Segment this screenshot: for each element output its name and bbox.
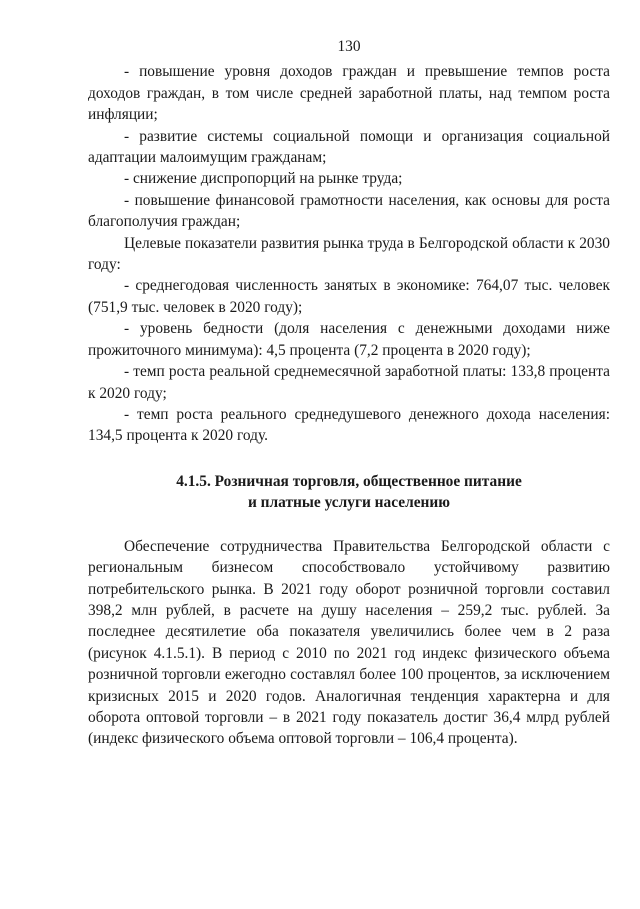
- list-item-social-assistance: - развитие системы социальной помощи и организация социальной адаптации малоимущим гражданам;: [88, 127, 610, 167]
- page-number: 130: [337, 38, 361, 55]
- target-poverty-level: - уровень бедности (доля населения с денежными доходами ниже прожиточного минимума): 4,5 процента (7,2 процента в 2020 году);: [88, 320, 610, 359]
- section-heading-line-1: 4.1.5. Розничная торговля, общественное питание: [176, 472, 522, 490]
- section-body-paragraph: Обеспечение сотрудничества Правительства Белгородской области с региональным бизнесом способствовало устойчивому развитию потребительского рынка. В 2021 году оборот розничной торговли составил 398,2 млн рублей, в расчете на душу населения – 259,2 тыс. рублей. За последнее десятилетие оба показателя увеличились более чем в 2 раза (рисунок 4.1.5.1). В период с 2010 по 2021 год индекс физического объема розничной торговли ежегодно составлял более 100 процентов, за исключением кризисных 2015 и 2020 годов. Аналогичная тенденция характерна и для оборота оптовой торговли – в 2021 году показатель достиг 36,4 млрд рублей (индекс физического объема оптовой торговли – 106,4 процента).: [88, 537, 610, 748]
- document-page: [88, 36, 610, 750]
- target-real-wage-growth: - темп роста реальной среднемесячной заработной платы: 133,8 процента к 2020 году;: [88, 363, 610, 402]
- section-heading: [88, 471, 610, 513]
- list-item-income-growth: - повышение уровня доходов граждан и превышение темпов роста доходов граждан, в том числе средней заработной платы, над темпом роста инфляции;: [88, 63, 610, 124]
- section-heading-line-2: и платные услуги населению: [247, 493, 451, 511]
- targets-intro: Целевые показатели развития рынка труда в Белгородской области к 2030 году:: [88, 234, 610, 274]
- list-item-labor-disproportions: - снижение диспропорций на рынке труда;: [124, 170, 403, 188]
- target-employment: - среднегодовая численность занятых в экономике: 764,07 тыс. человек (751,9 тыс. человек в 2020 году);: [88, 277, 610, 316]
- target-real-income-growth: - темп роста реального среднедушевого денежного дохода населения: 134,5 процента к 2020 году.: [88, 405, 610, 445]
- list-item-financial-literacy: - повышение финансовой грамотности населения, как основы для роста благополучия граждан;: [88, 191, 610, 231]
